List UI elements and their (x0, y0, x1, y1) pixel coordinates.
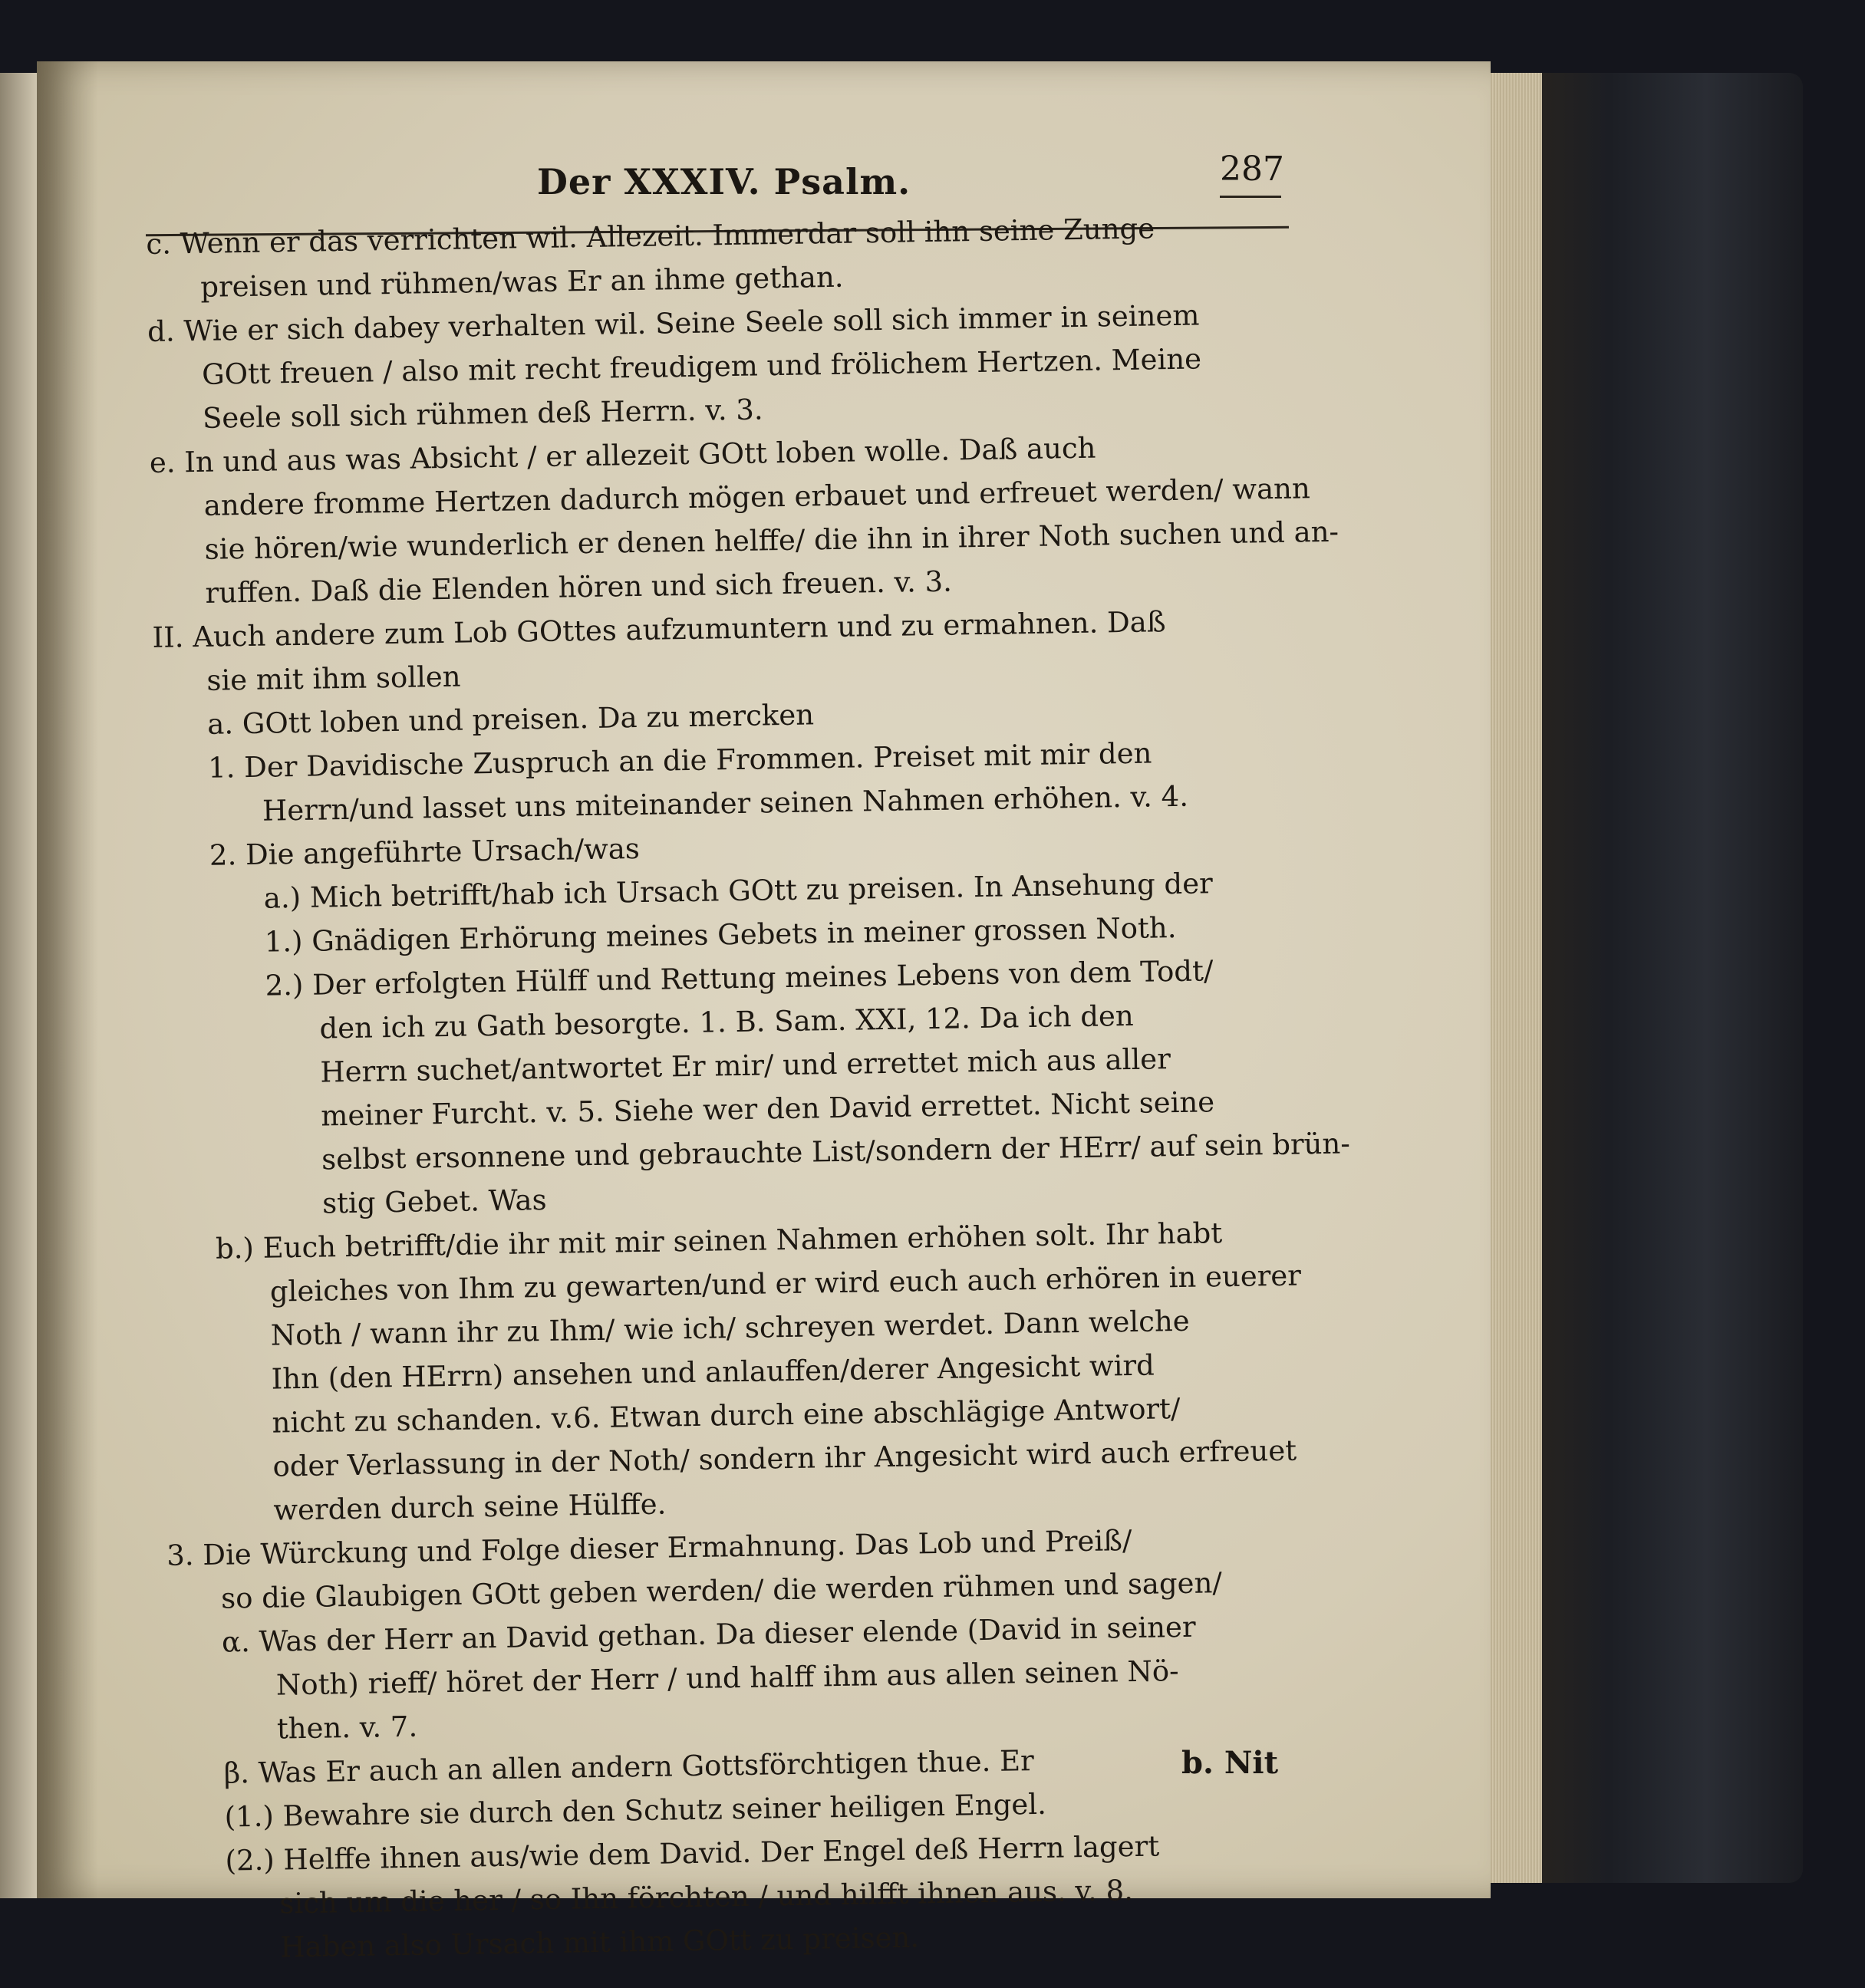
text-line: e. In und aus was Absicht / er allezeit GOtt loben wolle. Daß auch (149, 431, 1096, 479)
text-line: c. Wenn er das verrichten wil. Allezeit. Immerdar soll ihn seine Zunge (146, 212, 1155, 261)
text-line: Seele soll sich rühmen deß Herrn. v. 3. (202, 393, 763, 435)
text-line: selbst ersonnene und gebrauchte List/sondern der HErr/ auf sein brün- (321, 1127, 1351, 1177)
text-line: nicht zu schanden. v.6. Etwan durch eine abschlägige Antwort/ (272, 1392, 1181, 1440)
text-line: (1.) Bewahre sie durch den Schutz seiner heiligen Engel. (224, 1787, 1047, 1834)
text-line: sie hören/wie wunderlich er denen helffe/ die ihn in ihrer Noth suchen und an- (204, 515, 1339, 566)
catchword: b. Nit (1181, 1745, 1279, 1781)
text-line: andere fromme Hertzen dadurch mögen erbauet und erfreuet werden/ wann (203, 472, 1311, 522)
page-number-rule (1220, 196, 1281, 198)
text-line: a. GOtt loben und preisen. Da zu mercken (206, 698, 815, 741)
text-line: sich um die her / so Ihn förchten / und hilfft ihnen aus. v. 8. (279, 1874, 1134, 1921)
text-line: Herrn suchet/antwortet Er mir/ und errettet mich aus aller (320, 1042, 1171, 1089)
text-line: Noth) rieff/ höret der Herr / und halff ihm aus allen seinen Nö- (275, 1654, 1179, 1702)
text-line: gleiches von Ihm zu gewarten/und er wird euch auch erhören in euerer (269, 1259, 1302, 1308)
text-line: meiner Furcht. v. 5. Siehe wer den David errettet. Nicht seine (320, 1085, 1215, 1133)
text-line: (2.) Helffe ihnen aus/wie dem David. Der Engel deß Herrn lagert (225, 1829, 1160, 1878)
running-header: Der XXXIV. Psalm. (537, 161, 911, 202)
text-line: preisen und rühmen/was Er an ihme gethan. (199, 260, 844, 304)
left-page-edge (0, 73, 37, 1898)
gutter-shadow (37, 61, 98, 1898)
text-line: den ich zu Gath besorgte. 1. B. Sam. XXI, 12. Da ich den (319, 999, 1134, 1045)
page-number: 287 (1220, 150, 1284, 189)
text-line: sie mit ihm sollen (206, 660, 461, 697)
text-line: Ihn (den HErrn) ansehen und anlauffen/derer Angesicht wird (271, 1348, 1155, 1396)
text-line: 1. Der Davidische Zuspruch an die Frommen. Preiset mit mir den (207, 736, 1152, 785)
text-line: 2. Die angeführte Ursach/was (209, 831, 641, 872)
text-line: stig Gebet. Was (321, 1183, 547, 1220)
text-line: Herrn/und lasset uns miteinander seinen Nahmen erhöhen. v. 4. (262, 779, 1189, 828)
text-line: Noth / wann ihr zu Ihm/ wie ich/ schreyen werdet. Dann welche (270, 1304, 1190, 1352)
text-line: 1.) Gnädigen Erhörung meines Gebets in meiner grossen Noth. (264, 911, 1177, 959)
text-line: GOtt freuen / also mit recht freudigem und frölichem Hertzen. Meine (201, 342, 1202, 391)
text-line: β. Was Er auch an allen andern Gottsförchtigen thue. Er (223, 1744, 1035, 1790)
page-body-text (146, 203, 1370, 1970)
text-line: oder Verlassung in der Noth/ sondern ihr Angesicht wird auch erfreuet (272, 1433, 1297, 1483)
text-line: 3. Die Würckung und Folge dieser Ermahnung. Das Lob und Preiß/ (166, 1524, 1132, 1572)
text-line: then. v. 7. (276, 1710, 418, 1746)
text-line: werden durch seine Hülffe. (273, 1487, 667, 1527)
text-line: b.) Euch betrifft/die ihr mit mir seinen Nahmen erhöhen solt. Ihr habt (215, 1216, 1223, 1266)
text-line: d. Wie er sich dabey verhalten wil. Seine Seele soll sich immer in seinem (147, 298, 1200, 348)
text-line: 2.) Der erfolgten Hülff und Rettung meines Lebens von dem Todt/ (265, 954, 1214, 1002)
text-line: ruffen. Daß die Elenden hören und sich freuen. v. 3. (205, 564, 953, 610)
text-line: II. Auch andere zum Lob GOttes aufzumuntern und zu ermahnen. Daß (152, 605, 1166, 654)
text-line: α. Was der Herr an David gethan. Da dieser elende (David in seiner (221, 1610, 1196, 1659)
text-line: so die Glaubigen GOtt geben werden/ die werden rühmen und sagen/ (220, 1566, 1223, 1615)
text-line: Haben also Ursach mit ihm GOtt zu preisen. (280, 1921, 920, 1964)
text-line: a.) Mich betrifft/hab ich Ursach GOtt zu preisen. In Ansehung der (263, 867, 1214, 915)
